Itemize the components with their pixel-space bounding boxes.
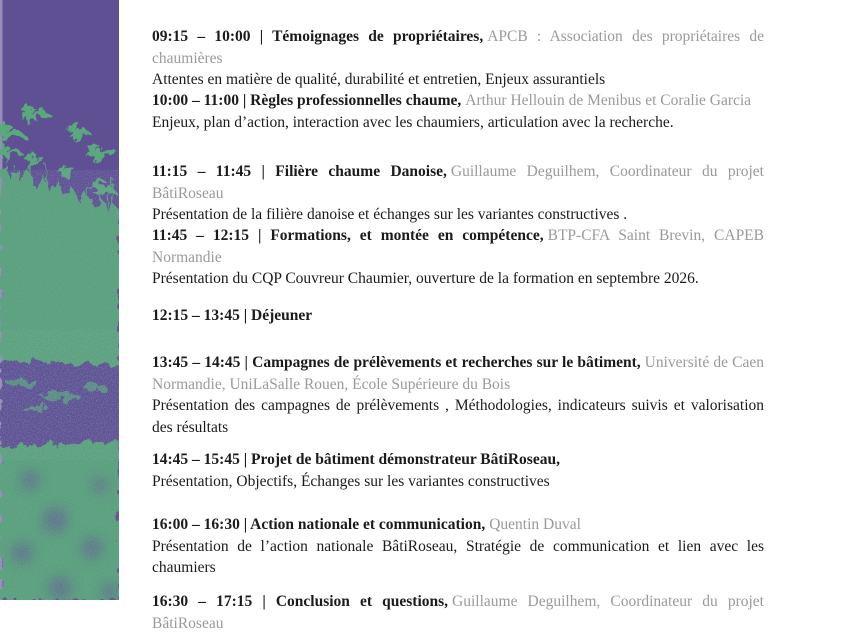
session-heading [152, 227, 544, 244]
session-title: Règles professionnelles chaume, [250, 92, 462, 109]
session-heading [152, 92, 461, 109]
session-entry [152, 591, 764, 634]
session-description: Présentation du CQP Couvreur Chaumier, ouverture de la formation en septembre 2026. [152, 270, 699, 287]
session-title: Témoignages de propriétaires, [272, 28, 484, 45]
session-speakers: Université de Caen Normandie, UniLaSalle Rouen, École Supérieure du Bois [152, 354, 765, 393]
session-heading [152, 163, 447, 180]
session-title: Campagnes de prélèvements et recherches sur le bâtiment, [252, 354, 641, 371]
session-speakers: Quentin Duval [489, 516, 581, 533]
session-speakers: Arthur Hellouin de Menibus et Coralie Garcia [465, 92, 752, 109]
session-title: Action nationale et communication, [250, 516, 486, 533]
session-speakers: APCB : Association des propriétaires de chaumières [152, 28, 765, 67]
separator: | [239, 307, 251, 324]
session-speakers: Guillaume Deguilhem, Coordinateur du projet BâtiRoseau [152, 163, 764, 202]
session-entry [152, 305, 764, 327]
session-heading [152, 593, 448, 610]
session-time: 16:00 – 16:30 [152, 516, 240, 533]
session-time: 13:45 – 14:45 [152, 354, 241, 371]
session-time: 16:30 – 17:15 [152, 593, 253, 610]
session-title: Projet de bâtiment démonstrateur BâtiRoseau, [251, 451, 560, 468]
session-title: Filière chaume Danoise, [275, 163, 447, 180]
session-heading [152, 354, 641, 371]
separator: | [240, 354, 253, 371]
session-heading [152, 307, 312, 324]
session-time: 12:15 – 13:45 [152, 307, 240, 324]
session-heading [152, 516, 485, 533]
session-time: 11:45 – 12:15 [152, 227, 250, 244]
session-entry [152, 449, 764, 492]
session-description: Présentation de l’action nationale BâtiRoseau, Stratégie de communication et lien avec les chaumiers [152, 537, 764, 576]
session-time: 14:45 – 15:45 [152, 451, 240, 468]
session-heading [152, 28, 483, 45]
session-description: Enjeux, plan d’action, interaction avec les chaumiers, articulation avec la recherche. [152, 113, 674, 131]
session-title: Conclusion et questions, [275, 593, 449, 610]
session-description: Présentation, Objectifs, Échanges sur les variantes constructives [152, 472, 550, 490]
session-entry [152, 352, 764, 438]
separator: | [239, 516, 251, 533]
session-entry [152, 514, 764, 579]
session-title: Déjeuner [251, 307, 313, 324]
session-speakers: Guillaume Deguilhem, Coordinateur du projet BâtiRoseau [152, 593, 764, 632]
session-entry [152, 90, 764, 133]
session-description: Attentes en matière de qualité, durabilité et entretien, Enjeux assurantiels [152, 71, 606, 88]
separator: | [250, 28, 273, 45]
separator: | [239, 451, 251, 468]
session-heading [152, 451, 560, 468]
separator: | [249, 227, 271, 244]
session-speakers: BTP-CFA Saint Brevin, CAPEB Normandie [152, 227, 764, 266]
separator: | [238, 92, 251, 109]
session-time: 11:15 – 11:45 [152, 163, 252, 180]
separator: | [252, 593, 276, 610]
session-time: 10:00 – 11:00 [152, 92, 239, 109]
session-entry [152, 225, 764, 290]
session-description: Présentation des campagnes de prélèvements , Méthodologies, indicateurs suivis et valorisation des résultats [152, 397, 764, 436]
session-entry [152, 161, 764, 226]
session-time: 09:15 – 10:00 [152, 28, 251, 45]
separator: | [251, 163, 276, 180]
session-description: Présentation de la filière danoise et échanges sur les variantes constructives . [152, 206, 628, 223]
session-title: Formations, et montée en compétence, [270, 227, 544, 244]
session-entry [152, 26, 764, 91]
